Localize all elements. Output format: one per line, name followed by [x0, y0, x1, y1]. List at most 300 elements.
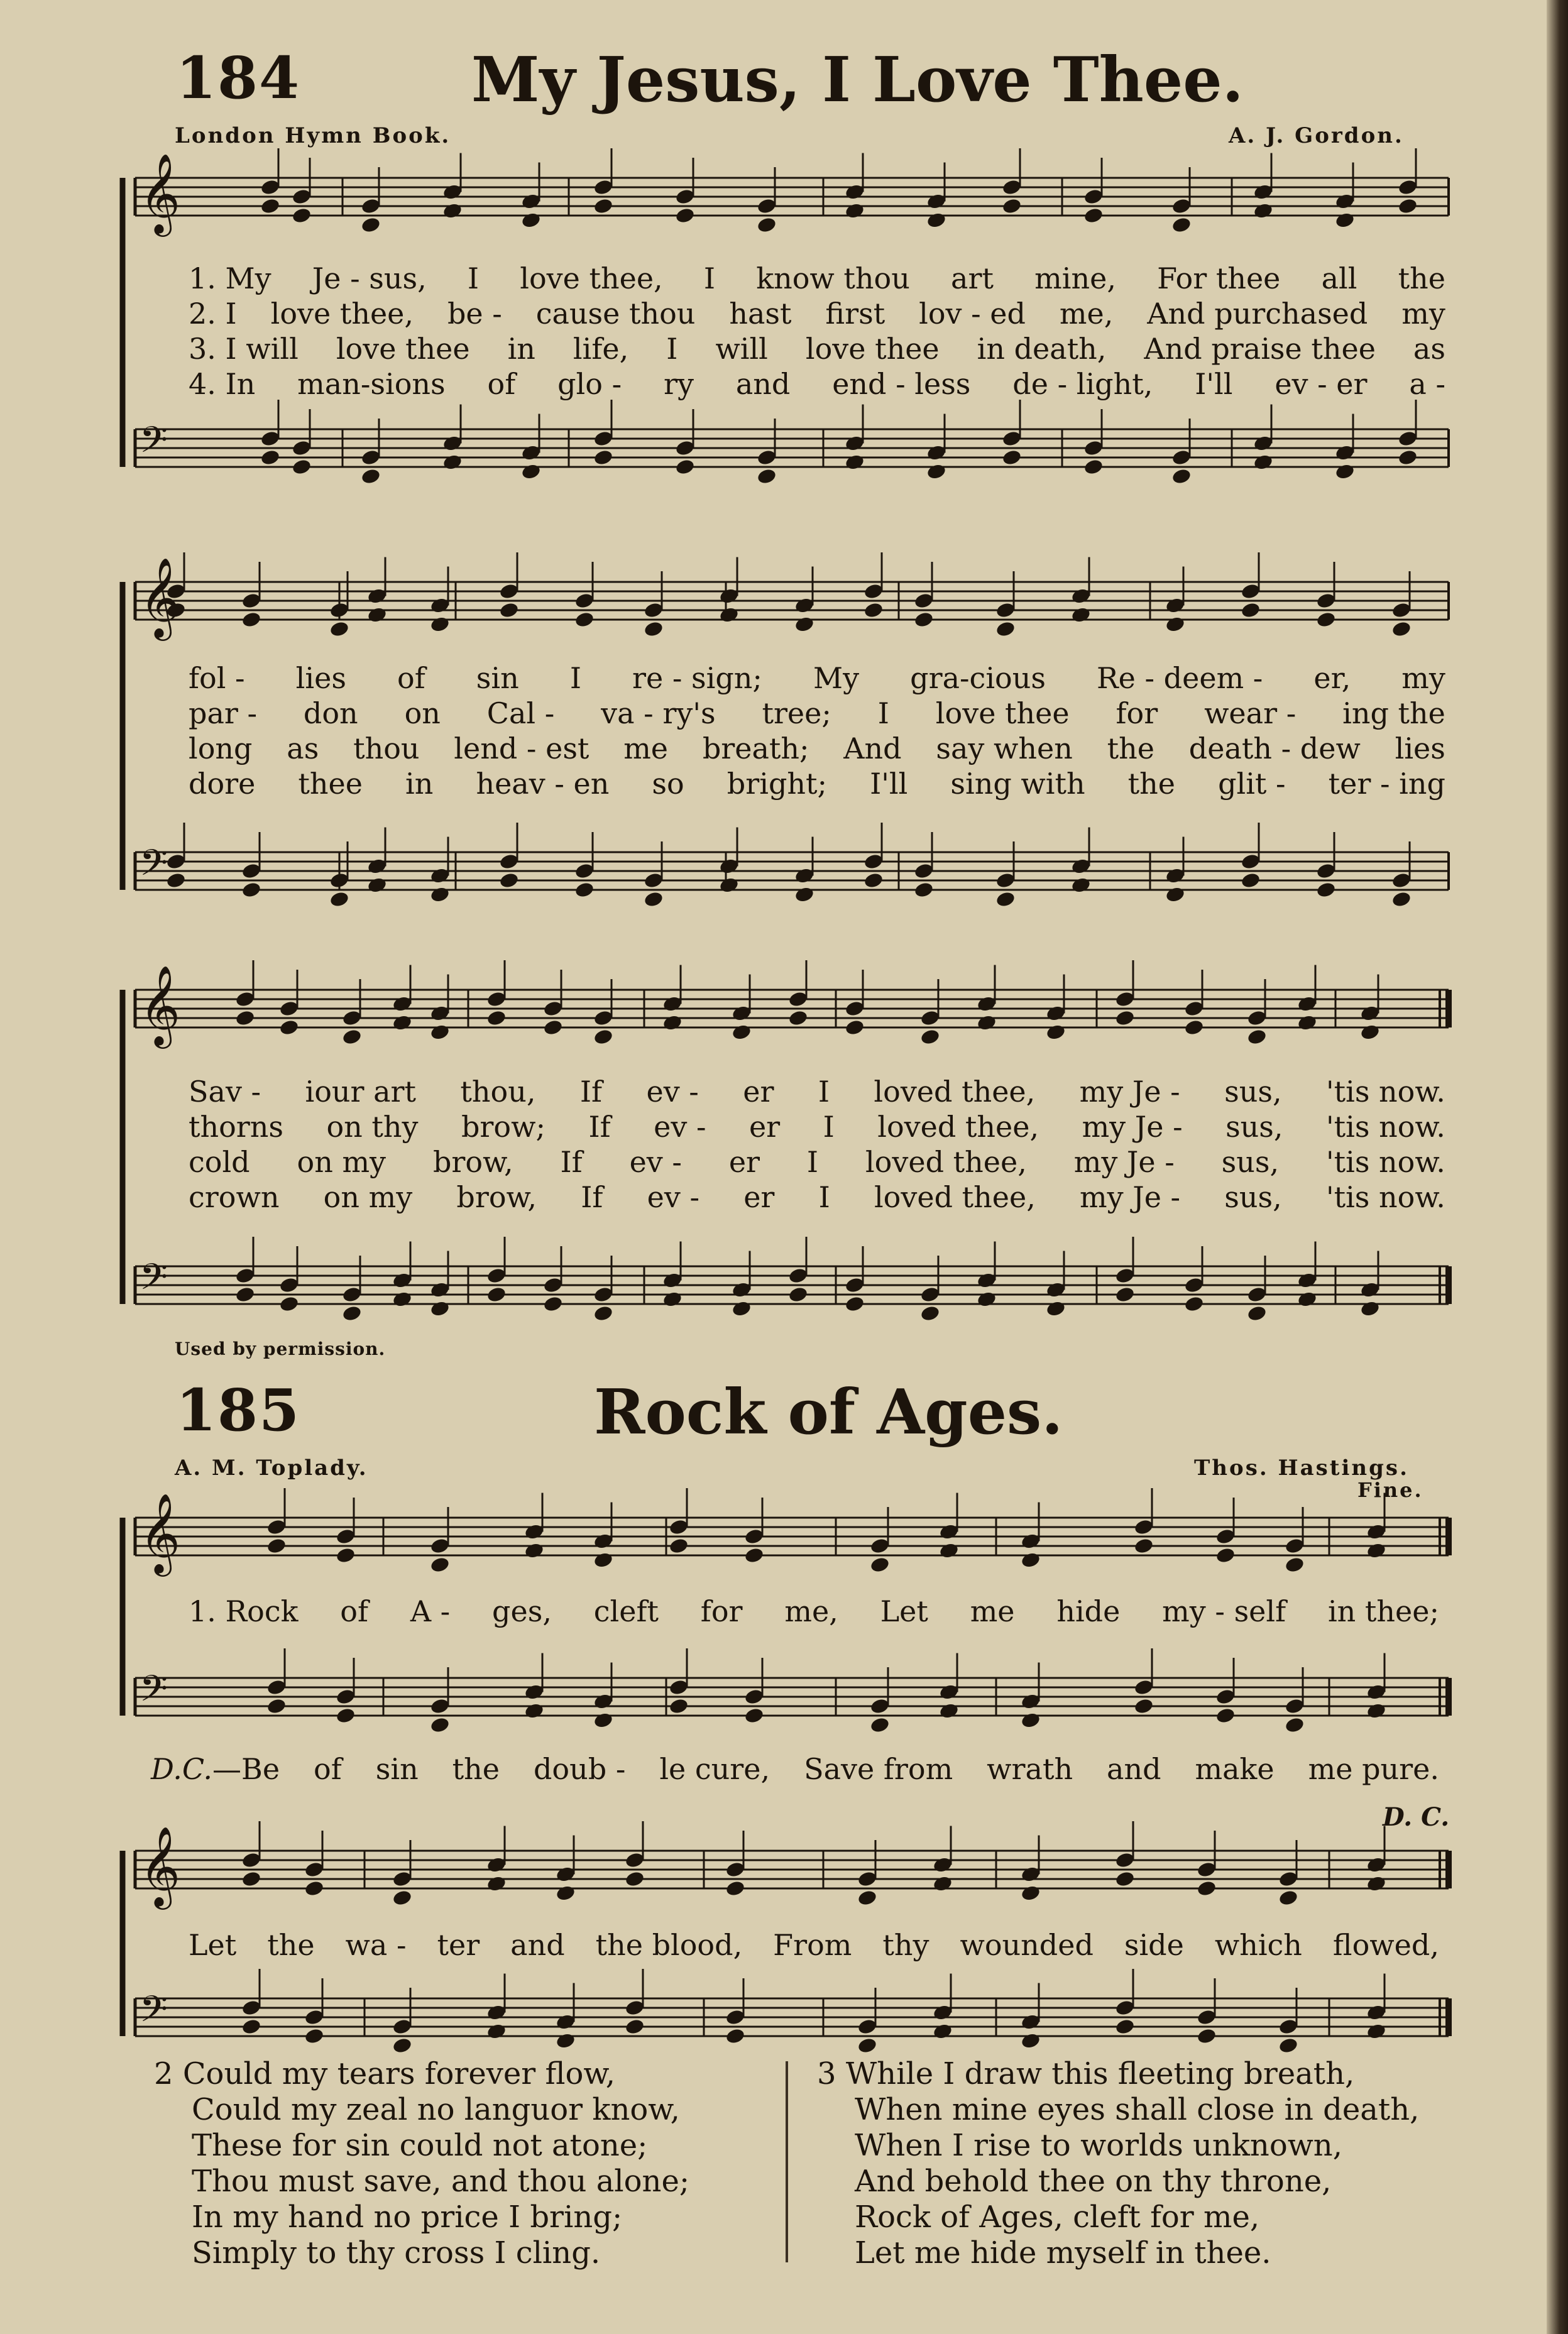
note-head: [329, 890, 349, 908]
note-head: [844, 1019, 865, 1036]
lyric-syllable: as: [287, 731, 319, 765]
lyric-syllable: hide: [1056, 1594, 1121, 1628]
lyric-syllable: of: [314, 1752, 342, 1786]
note-head: [442, 202, 463, 219]
hymn-185-words-credit: A. M. Toplady.: [175, 1455, 368, 1481]
lyric-syllable: —Be: [212, 1752, 280, 1786]
lyric-syllable: I: [467, 261, 480, 295]
note-head: [392, 1290, 412, 1308]
lyric-syllable: I'll: [870, 767, 908, 801]
lyric-syllable: lies: [1395, 731, 1445, 765]
lyric-syllable: of: [487, 367, 516, 401]
note-head: [555, 2032, 576, 2049]
lyric-syllable: in thee;: [1327, 1594, 1439, 1628]
note-head: [1171, 216, 1192, 234]
note-head: [926, 463, 946, 480]
note-head: [844, 202, 865, 219]
note-head: [857, 1889, 877, 1907]
lyric-syllable: ges,: [492, 1594, 552, 1628]
note-head: [995, 890, 1016, 908]
lyric-syllable: I: [818, 1075, 830, 1109]
bass-clef-icon: 𝄢: [140, 1667, 168, 1719]
note-head: [643, 890, 664, 908]
stanza-3-line: While I draw this fleeting breath,: [845, 2056, 1355, 2091]
lyric-syllable: I: [823, 1110, 835, 1144]
lyric-syllable: glo -: [557, 367, 622, 401]
lyric-line: [189, 1145, 1445, 1179]
lyric-syllable: For thee: [1157, 261, 1281, 295]
note-head: [1366, 1702, 1386, 1719]
note-head: [919, 1305, 940, 1322]
lyric-syllable: the: [1107, 731, 1154, 765]
lyric-syllable: love thee: [336, 332, 470, 366]
note-head: [1020, 1711, 1041, 1729]
note-head: [674, 207, 695, 224]
note-head: [291, 207, 312, 224]
lyric-syllable: A -: [410, 1594, 451, 1628]
note-head: [787, 1009, 808, 1027]
stanza-divider: [786, 2061, 788, 2262]
lyric-syllable: cleft: [593, 1594, 659, 1628]
note-head: [1165, 885, 1185, 903]
lyric-syllable: as: [1413, 332, 1445, 366]
note-head: [392, 2037, 412, 2054]
note-head: [1045, 1300, 1066, 1317]
note-head: [1070, 876, 1091, 894]
lyric-syllable: And praise thee: [1144, 332, 1376, 366]
lyric-syllable: and: [1107, 1752, 1161, 1786]
note-head: [869, 1556, 890, 1574]
lyric-syllable: my - self: [1162, 1594, 1286, 1628]
note-head: [731, 1300, 752, 1317]
note-head: [794, 615, 814, 633]
note-head: [976, 1014, 997, 1031]
lyric-syllable: 1. Rock: [189, 1594, 299, 1628]
note-head: [1315, 881, 1336, 899]
lyric-syllable: the blood,: [595, 1928, 743, 1962]
lyric-syllable: my Je -: [1082, 1110, 1183, 1144]
note-head: [1315, 611, 1336, 628]
stanza-3-line: When I rise to worlds unknown,: [855, 2128, 1342, 2163]
lyric-syllable: And: [843, 731, 902, 765]
note-head: [794, 885, 814, 903]
note-head: [863, 872, 884, 889]
note-head: [278, 1295, 299, 1313]
lyric-syllable: don: [303, 696, 358, 730]
note-head: [1196, 2027, 1217, 2045]
note-head: [932, 2022, 953, 2040]
permission-note: Used by permission.: [175, 1339, 386, 1359]
treble-clef-icon: 𝄞: [140, 557, 181, 637]
lyric-syllable: my Je -: [1073, 1145, 1175, 1179]
note-head: [442, 453, 463, 471]
lyric-syllable: of: [397, 661, 425, 695]
note-head: [392, 1014, 412, 1031]
note-head: [1366, 1542, 1386, 1559]
lyric-syllable: bright;: [726, 767, 827, 801]
lyric-syllable: crown: [189, 1180, 280, 1214]
note-head: [241, 1870, 261, 1888]
lyric-syllable: par -: [189, 696, 258, 730]
hymn-184-music-credit: A. J. Gordon.: [1229, 123, 1404, 148]
note-head: [1334, 463, 1355, 480]
lyric-syllable: side: [1124, 1928, 1184, 1962]
lyric-syllable: life,: [573, 332, 629, 366]
bass-clef-icon: 𝄢: [140, 1988, 168, 2039]
lyric-syllable: My: [813, 661, 860, 695]
note-head: [857, 2037, 877, 2054]
lyric-syllable: and: [735, 367, 791, 401]
note-head: [725, 1880, 745, 1897]
lyric-syllable: I: [806, 1145, 819, 1179]
stanza-2: [154, 2056, 689, 2271]
stanza-2-line: Thou must save, and thou alone;: [192, 2164, 690, 2199]
note-head: [1183, 1295, 1204, 1313]
lyric-syllable: make: [1195, 1752, 1275, 1786]
lyric-syllable: hast: [729, 297, 792, 331]
lyric-syllable: me pure.: [1308, 1752, 1439, 1786]
lyric-syllable: will: [715, 332, 768, 366]
lyric-syllable: thou: [353, 731, 420, 765]
lyric-syllable: sus,: [1221, 1145, 1280, 1179]
note-head: [593, 1305, 613, 1322]
lyric-syllable: 'tis now.: [1326, 1110, 1445, 1144]
lyric-syllable: end - less: [832, 367, 971, 401]
note-head: [1083, 207, 1104, 224]
note-head: [1397, 449, 1418, 466]
note-head: [341, 1305, 362, 1322]
lyric-syllable: thorns: [189, 1110, 284, 1144]
note-head: [1359, 1300, 1380, 1317]
lyric-syllable: Re - deem -: [1097, 661, 1263, 695]
note-head: [291, 458, 312, 476]
note-head: [429, 615, 450, 633]
note-head: [1171, 468, 1192, 485]
note-head: [241, 611, 261, 628]
lyric-syllable: sing with: [950, 767, 1085, 801]
lyric-syllable: glit -: [1218, 767, 1286, 801]
lyric-syllable: loved thee,: [877, 1110, 1039, 1144]
lyric-syllable: love thee: [805, 332, 940, 366]
note-head: [1253, 202, 1273, 219]
lyric-syllable: er,: [1313, 661, 1351, 695]
note-head: [624, 2018, 645, 2035]
lyric-syllable: loved thee,: [874, 1075, 1036, 1109]
lyric-syllable: I: [666, 332, 678, 366]
note-head: [756, 216, 777, 234]
lyric-syllable: in: [405, 767, 434, 801]
note-head: [995, 620, 1016, 638]
stanza-3: [817, 2056, 1419, 2271]
lyric-line: [189, 1180, 1445, 1214]
note-head: [913, 611, 934, 628]
lyric-syllable: lies: [295, 661, 346, 695]
lyric-syllable: the: [267, 1928, 315, 1962]
note-head: [360, 216, 381, 234]
note-head: [756, 468, 777, 485]
fine-marking: Fine.: [1357, 1478, 1423, 1502]
note-head: [260, 197, 280, 215]
note-head: [1391, 890, 1412, 908]
lyric-syllable: le cure,: [659, 1752, 770, 1786]
note-head: [329, 620, 349, 638]
lyric-syllable: dore: [189, 767, 256, 801]
lyric-syllable: on my: [323, 1180, 413, 1214]
treble-clef-icon: 𝄞: [140, 965, 181, 1045]
note-head: [429, 885, 450, 903]
note-head: [486, 1286, 507, 1303]
lyric-syllable: know thou: [756, 261, 910, 295]
lyric-syllable: doub -: [533, 1752, 626, 1786]
note-head: [1114, 1286, 1135, 1303]
note-head: [429, 1556, 450, 1574]
lyric-syllable: love thee: [935, 696, 1070, 730]
note-head: [731, 1023, 752, 1041]
note-head: [241, 2018, 261, 2035]
note-head: [429, 1300, 450, 1317]
lyric-syllable: sus,: [1225, 1110, 1283, 1144]
dc-marking: D. C.: [1383, 1802, 1450, 1832]
note-head: [1297, 1014, 1317, 1031]
note-head: [241, 881, 261, 899]
lyric-syllable: If: [560, 1145, 583, 1179]
note-head: [938, 1702, 959, 1719]
lyric-syllable: my Je -: [1080, 1180, 1181, 1214]
note-head: [662, 1014, 683, 1031]
lyric-line: [189, 1110, 1445, 1144]
note-head: [1215, 1707, 1236, 1724]
note-head: [1246, 1028, 1267, 1046]
note-head: [1165, 615, 1185, 633]
lyric-syllable: Let: [880, 1594, 928, 1628]
note-head: [234, 1009, 255, 1027]
lyric-syllable: brow;: [461, 1110, 546, 1144]
note-head: [1001, 449, 1022, 466]
note-head: [1366, 1875, 1386, 1892]
lyric-syllable: I: [569, 661, 581, 695]
note-head: [863, 601, 884, 619]
lyric-syllable: wa -: [345, 1928, 407, 1962]
lyric-syllable: which: [1214, 1928, 1302, 1962]
note-head: [360, 468, 381, 485]
stanza-3-line: Rock of Ages, cleft for me,: [855, 2200, 1260, 2235]
note-head: [674, 458, 695, 476]
lyric-syllable: long: [189, 731, 253, 765]
lyric-syllable: a -: [1409, 367, 1445, 401]
note-head: [1297, 1290, 1317, 1308]
lyric-syllable: 'tis now.: [1325, 1145, 1445, 1179]
lyric-syllable: in: [507, 332, 535, 366]
note-head: [643, 620, 664, 638]
note-head: [1284, 1556, 1305, 1574]
note-head: [524, 1542, 544, 1559]
note-head: [1397, 197, 1418, 215]
lyric-syllable: ev -: [646, 1075, 699, 1109]
lyric-line: [189, 332, 1445, 366]
lyric-syllable: my: [1401, 661, 1445, 695]
lyric-syllable: ing the: [1342, 696, 1445, 730]
note-head: [1114, 1870, 1135, 1888]
lyric-syllable: in death,: [977, 332, 1107, 366]
lyric-syllable: ry: [663, 367, 694, 401]
note-head: [718, 606, 739, 623]
note-head: [498, 872, 519, 889]
hymn-185-number: 185: [176, 1376, 301, 1444]
lyric-line: [189, 767, 1445, 801]
lyric-syllable: art: [951, 261, 994, 295]
lyric-syllable: all: [1321, 261, 1357, 295]
lyric-syllable: tree;: [762, 696, 831, 730]
hymn-185-title: Rock of Ages.: [594, 1376, 1063, 1449]
note-head: [234, 1286, 255, 1303]
note-head: [486, 1009, 507, 1027]
lyric-syllable: flowed,: [1332, 1928, 1439, 1962]
note-head: [429, 1716, 450, 1734]
lyric-line: [189, 1928, 1439, 1962]
note-head: [1240, 872, 1261, 889]
lyric-syllable: er: [728, 1145, 760, 1179]
note-head: [787, 1286, 808, 1303]
note-head: [520, 211, 541, 229]
note-head: [574, 611, 595, 628]
note-head: [1001, 197, 1022, 215]
note-head: [1196, 1880, 1217, 1897]
note-head: [718, 876, 739, 894]
lyric-syllable: cold: [189, 1145, 250, 1179]
dc-prefix: D.C.: [151, 1752, 213, 1786]
note-head: [1246, 1305, 1267, 1322]
stanza-3-line: Let me hide myself in thee.: [855, 2235, 1271, 2271]
lyric-syllable: the: [1127, 767, 1175, 801]
lyric-syllable: brow,: [456, 1180, 537, 1214]
note-head: [486, 2022, 507, 2040]
lyric-syllable: be -: [447, 297, 502, 331]
lyric-syllable: me: [623, 731, 669, 765]
lyric-syllable: de - light,: [1012, 367, 1153, 401]
stanza-3-number: 3: [817, 2056, 836, 2091]
note-head: [304, 1880, 324, 1897]
hymn-184-number: 184: [176, 44, 301, 112]
lyric-syllable: my: [1401, 297, 1445, 331]
note-head: [743, 1707, 764, 1724]
note-head: [593, 1711, 613, 1729]
lyric-syllable: Sav -: [189, 1075, 261, 1109]
lyric-syllable: I: [703, 261, 716, 295]
note-head: [662, 1290, 683, 1308]
lyric-syllable: breath;: [702, 731, 809, 765]
lyric-syllable: gra-cious: [910, 661, 1046, 695]
lyric-syllable: Save from: [804, 1752, 953, 1786]
lyric-syllable: ev -: [629, 1145, 682, 1179]
hymn-185-line-2-lyrics: [151, 1752, 1439, 1786]
treble-clef-icon: 𝄞: [140, 1493, 181, 1573]
stanza-3-line: And behold thee on thy throne,: [855, 2164, 1332, 2199]
lyric-syllable: wounded: [960, 1928, 1094, 1962]
note-head: [1070, 606, 1091, 623]
lyric-syllable: ter: [437, 1928, 480, 1962]
note-head: [341, 1028, 362, 1046]
lyric-syllable: say when: [936, 731, 1073, 765]
lyric-syllable: 2. I: [189, 297, 237, 331]
lyric-syllable: If: [579, 1075, 603, 1109]
note-head: [1215, 1547, 1236, 1564]
note-head: [593, 1551, 613, 1569]
note-head: [932, 1875, 953, 1892]
lyric-syllable: If: [581, 1180, 603, 1214]
note-head: [743, 1547, 764, 1564]
lyric-syllable: death - dew: [1188, 731, 1361, 765]
lyric-syllable: man-sions: [297, 367, 446, 401]
lyric-syllable: re - sign;: [632, 661, 762, 695]
lyric-line: [189, 297, 1445, 331]
bass-clef-icon: 𝄢: [140, 419, 168, 470]
stanza-3-line: When mine eyes shall close in death,: [855, 2092, 1420, 2127]
lyric-syllable: on thy: [326, 1110, 419, 1144]
note-head: [392, 1889, 412, 1907]
lyric-syllable: I'll: [1195, 367, 1233, 401]
note-head: [1114, 1009, 1135, 1027]
note-head: [844, 1295, 865, 1313]
note-head: [938, 1542, 959, 1559]
note-head: [520, 463, 541, 480]
lyric-syllable: 3. I will: [189, 332, 299, 366]
note-head: [1284, 1716, 1305, 1734]
treble-clef-icon: 𝄞: [140, 153, 181, 233]
lyric-syllable: on my: [297, 1145, 387, 1179]
note-head: [1359, 1023, 1380, 1041]
lyric-syllable: I: [818, 1180, 830, 1214]
note-head: [1253, 453, 1273, 471]
lyric-syllable: iour art: [305, 1075, 417, 1109]
note-head: [1045, 1023, 1066, 1041]
lyric-syllable: thee: [298, 767, 363, 801]
note-head: [574, 881, 595, 899]
lyric-syllable: Cal -: [486, 696, 555, 730]
note-head: [542, 1019, 563, 1036]
note-head: [593, 197, 613, 215]
lyric-syllable: the: [452, 1752, 500, 1786]
note-head: [1391, 620, 1412, 638]
lyric-syllable: sin: [476, 661, 519, 695]
stanza-2-line: These for sin could not atone;: [192, 2128, 648, 2163]
lyric-line: [189, 731, 1445, 765]
note-head: [366, 876, 387, 894]
lyric-syllable: me,: [784, 1594, 838, 1628]
note-head: [1020, 1551, 1041, 1569]
lyric-syllable: ter - ing: [1328, 767, 1445, 801]
note-head: [486, 1875, 507, 1892]
lyric-syllable: thou,: [460, 1075, 536, 1109]
note-head: [624, 1870, 645, 1888]
lyric-syllable: 4. In: [189, 367, 256, 401]
lyric-syllable: wrath: [987, 1752, 1073, 1786]
note-head: [1020, 2032, 1041, 2049]
lyric-syllable: sus,: [1224, 1180, 1282, 1214]
note-head: [976, 1290, 997, 1308]
note-head: [844, 453, 865, 471]
lyric-syllable: er: [743, 1075, 774, 1109]
note-head: [266, 1537, 287, 1555]
note-head: [524, 1702, 544, 1719]
lyric-syllable: wear -: [1204, 696, 1297, 730]
lyric-syllable: of: [340, 1594, 369, 1628]
lyric-syllable: loved thee,: [874, 1180, 1036, 1214]
lyric-syllable: I: [877, 696, 889, 730]
note-head: [335, 1547, 356, 1564]
stanza-2-line: Could my zeal no languor know,: [192, 2092, 680, 2127]
hymn-184-title: My Jesus, I Love Thee.: [471, 44, 1244, 116]
lyric-syllable: me: [970, 1594, 1015, 1628]
